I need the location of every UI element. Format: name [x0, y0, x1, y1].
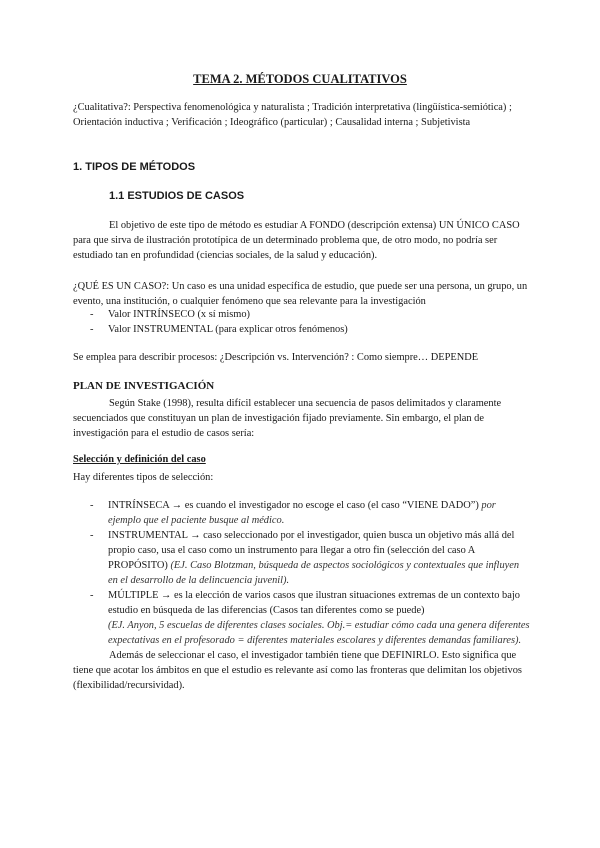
section-heading: 1. TIPOS DE MÉTODOS	[73, 161, 196, 173]
list-item-text: Valor INSTRUMENTAL (para explicar otros fenómenos)	[108, 324, 348, 335]
list-item: - Valor INSTRUMENTAL (para explicar otros fenómenos)	[90, 324, 348, 335]
list-item-text: INTRÍNSECA → es cuando el investigador no escoge el caso (el caso “VIENE DADO”)	[108, 500, 479, 511]
selection-types-list	[90, 498, 530, 648]
value-list	[90, 307, 530, 337]
list-item-text: INSTRUMENTAL → caso seleccionado por el investigador, quien busca un objetivo más allá del propio caso, usa el caso como un instrumento para llegar a otro fin (selección del caso A PROPÓSITO)	[108, 530, 515, 571]
list-item-text: MÚLTIPLE → es la elección de varios casos que ilustran situaciones extremas de un contexto bajo estudio en búsqueda de las diferencias (Casos tan diferentes como se puede)	[108, 590, 520, 616]
list-item: - MÚLTIPLE → es la elección de varios casos que ilustran situaciones extremas de un contexto bajo estudio en búsqueda de las diferencias (Casos tan diferentes como se puede) (EJ. Anyon, 5 escuelas de diferentes clases sociales. Obj.= estudiar cómo cada una genera diferentes expectativas en el profesorado = diferentes materiales escolares y diferentes demandas familiares).	[90, 590, 530, 646]
selection-intro: Hay diferentes tipos de selección:	[73, 472, 214, 483]
plan-heading: PLAN DE INVESTIGACIÓN	[73, 380, 215, 392]
selection-heading: Selección y definición del caso	[73, 454, 206, 465]
page-title: TEMA 2. MÉTODOS CUALITATIVOS	[193, 72, 407, 86]
list-item: - INSTRUMENTAL → caso seleccionado por el investigador, quien busca un objetivo más allá del propio caso, usa el caso como un instrumento para llegar a otro fin (selección del caso A PROPÓSITO) (EJ. Caso Blotzman, búsqueda de aspectos sociológicos y contextuales que influyen en el desarrollo de la delincuencia juvenil).	[90, 530, 520, 586]
list-item: - Valor INTRÍNSECO (x sí mismo)	[90, 309, 250, 320]
list-item-example: por ejemplo que el paciente busque al médico.	[108, 500, 496, 526]
list-item-text: Valor INTRÍNSECO (x sí mismo)	[108, 309, 250, 320]
subsection-heading: 1.1 ESTUDIOS DE CASOS	[109, 190, 245, 202]
list-item-example: (EJ. Anyon, 5 escuelas de diferentes clases sociales. Obj.= estudiar cómo cada una genera diferentes expectativas en el profesorado = diferentes materiales escolares y diferentes demandas familiares).	[108, 620, 530, 646]
paragraph-process: Se emplea para describir procesos: ¿Descripción vs. Intervención? : Como siempre… DEPENDE	[73, 352, 479, 363]
paragraph-plan: Según Stake (1998), resulta difícil establecer una secuencia de pasos delimitados y claramente secuenciados que constituyan un plan de investigación fijado previamente. Sin embargo, el plan de investigación para el estudio de casos sería:	[73, 398, 502, 439]
paragraph-define-case: Además de seleccionar el caso, el investigador también tiene que DEFINIRLO. Esto significa que tiene que acotar los ámbitos en que el estudio es relevante así como las fronteras que delimitan los objetivos (flexibilidad/recursividad).	[73, 650, 522, 691]
intro-paragraph: ¿Cualitativa?: Perspectiva fenomenológica y naturalista ; Tradición interpretativa (lingüística-semiótica) ; Orientación inductiva ; Verificación ; Ideográfico (particular) ; Causalidad interna ; Subjetivista	[73, 102, 512, 128]
paragraph-objective: El objetivo de este tipo de método es estudiar A FONDO (descripción extensa) UN ÚNICO CASO para que sirva de ilustración prototípica de un determinado problema que, de otro modo, no podría ser estudiado tan en profundidad (ciencias sociales, de la salud y educación).	[73, 220, 520, 261]
list-item-example: (EJ. Caso Blotzman, búsqueda de aspectos sociológicos y contextuales que influyen en el desarrollo de la delincuencia juvenil).	[108, 560, 520, 586]
list-item: - INTRÍNSECA → es cuando el investigador no escoge el caso (el caso “VIENE DADO”) por ejemplo que el paciente busque al médico.	[90, 500, 496, 526]
paragraph-what-is-case: ¿QUÉ ES UN CASO?: Un caso es una unidad específica de estudio, que puede ser una persona, un grupo, un evento, una institución, o cualquier fenómeno que sea relevante para la investigación	[73, 281, 528, 307]
